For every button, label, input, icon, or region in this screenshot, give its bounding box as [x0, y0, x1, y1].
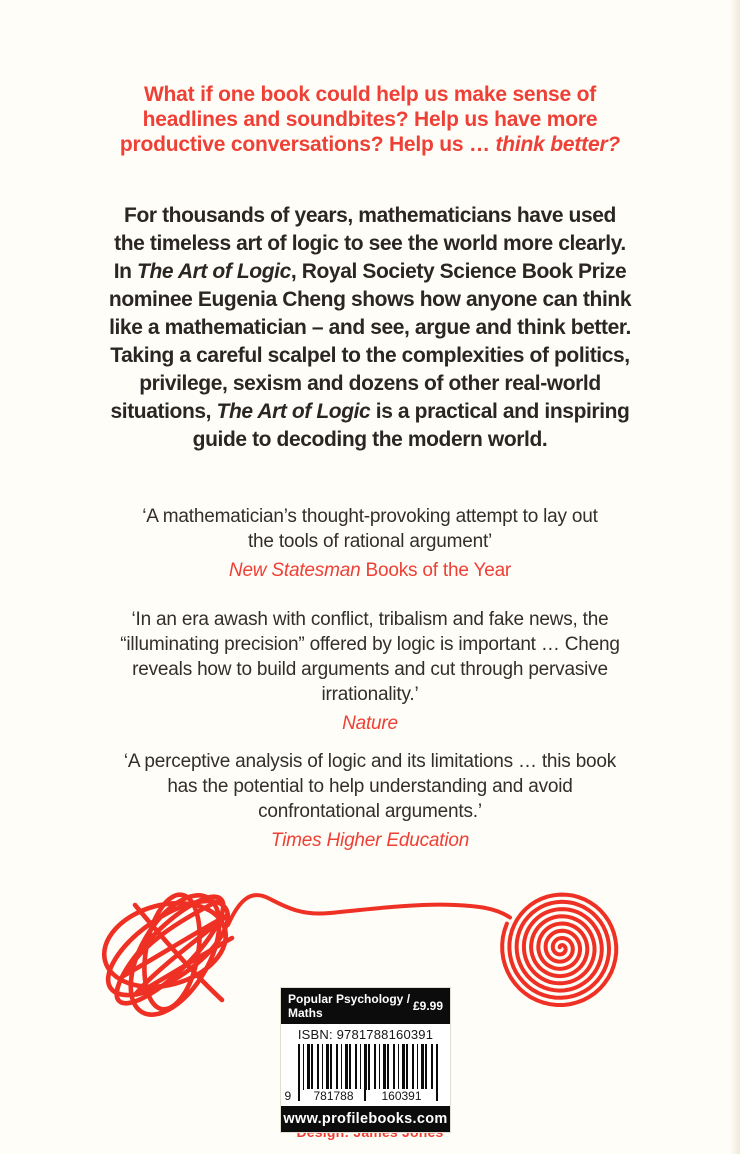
barcode-bars-icon [298, 1044, 438, 1090]
quote-line: confrontational arguments.’ [258, 801, 482, 822]
barcode-digits: 9 781788 160391 [290, 1089, 442, 1103]
quote-line: ‘In an era awash with conflict, tribalism and fake news, the [131, 609, 609, 630]
quote-line: the tools of rational argument’ [247, 531, 493, 552]
description-line: nominee Eugenia Cheng shows how anyone can think [108, 288, 632, 311]
quote-attribution: Times Higher Education [270, 830, 470, 851]
description-line: guide to decoding the modern world. [192, 428, 548, 451]
book-title-italic: The Art of Logic [216, 400, 371, 423]
review-quote-new-statesman [30, 504, 710, 583]
headline-text [30, 82, 710, 157]
review-quote-times-higher-education [30, 749, 710, 853]
quote-line: ‘A mathematician’s thought-provoking attempt to lay out [142, 506, 598, 527]
quote-line: ‘A perceptive analysis of logic and its limitations … this book [123, 751, 617, 772]
price-label: £9.99 [412, 999, 443, 1013]
headline-line: headlines and soundbites? Help us have more [142, 108, 598, 131]
isbn-label: ISBN: 9781788160391 [297, 1027, 434, 1042]
publisher-website: www.profilebooks.com [281, 1106, 450, 1132]
description-line: the timeless art of logic to see the world more clearly. [114, 232, 626, 255]
headline-line: What if one book could help us make sense of [143, 83, 597, 106]
category-price-bar [281, 988, 450, 1024]
headline-italic: think better? [495, 133, 621, 156]
spiral-doodle-icon [502, 895, 616, 1005]
quote-line: reveals how to build arguments and cut through pervasive [132, 659, 608, 680]
barcode-sticker [280, 987, 451, 1133]
quote-line: “illuminating precision” offered by logic is important … Cheng [120, 634, 620, 655]
thread-line-icon [228, 895, 510, 925]
book-title-italic: The Art of Logic [137, 260, 291, 283]
scribble-doodle-icon [93, 881, 242, 1029]
barcode-area [284, 1044, 442, 1106]
quote-line: irrationality.’ [321, 684, 419, 705]
quote-attribution: Nature [342, 713, 398, 734]
description-line: situations, The Art of Logic is a practical and inspiring [110, 400, 630, 423]
description-line: Taking a careful scalpel to the complexities of politics, [110, 344, 630, 367]
description-line: In The Art of Logic, Royal Society Science Book Prize [113, 260, 627, 283]
description-line: privilege, sexism and dozens of other real-world [139, 372, 601, 395]
description-line: like a mathematician – and see, argue and think better. [109, 316, 631, 339]
page-edge-shadow [730, 0, 740, 1154]
quote-attribution: New Statesman Books of the Year [228, 560, 512, 581]
review-quote-nature [30, 607, 710, 736]
book-description [30, 202, 710, 454]
headline-line: productive conversations? Help us … think better? [119, 133, 621, 156]
description-line: For thousands of years, mathematicians have used [124, 204, 616, 227]
quote-line: has the potential to help understanding and avoid [167, 776, 573, 797]
category-label: Popular Psychology / Maths [288, 992, 411, 1020]
